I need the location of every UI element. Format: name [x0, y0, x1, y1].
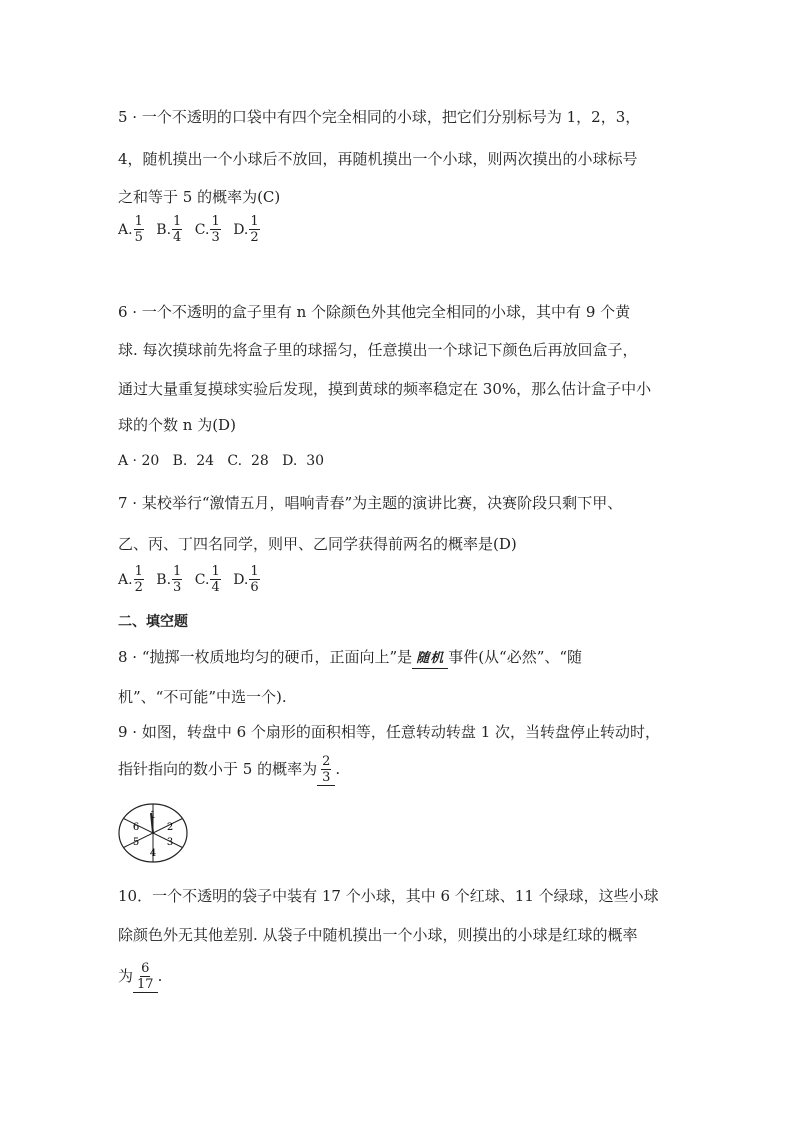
q9-line-1: 9 · 如图，转盘中 6 个扇形的面积相等，任意转动转盘 1 次，当转盘停止转动时， [118, 723, 661, 741]
q5-line-3: 之和等于 5 的概率为(C) [118, 188, 281, 206]
q10-line-1: 10．一个不透明的袋子中装有 17 个小球，其中 6 个红球、11 个绿球，这些小球 [118, 887, 659, 905]
q6-options: A · 20 B. 24 C. 28 D. 30 [118, 453, 325, 469]
q7-line-2: 乙、丙、丁四名同学，则甲、乙同学获得前两名的概率是(D) [118, 535, 517, 553]
q5-line-1: 5 · 一个不透明的口袋中有四个完全相同的小球，把它们分别标号为 1，2，3， [118, 108, 641, 126]
q6-line-4: 球的个数 n 为(D) [118, 416, 236, 434]
fraction: $\frac{1}{3}$ [211, 214, 220, 245]
fraction: $\frac{1}{6}$ [250, 564, 259, 595]
q8-answer: 随机 [412, 650, 448, 669]
q9-answer: $\frac{2}{3}$ [317, 754, 335, 786]
q5-option-b: B. $\frac{1}{4}$ [156, 214, 182, 245]
sector-label: 4 [149, 848, 157, 859]
fraction: $\frac{1}{2}$ [134, 564, 143, 595]
section-heading: 二、填空题 [118, 614, 188, 630]
q7-line-1: 7 · 某校举行“激情五月，唱响青春”为主题的演讲比赛，决赛阶段只剩下甲、 [118, 494, 623, 512]
q10-answer: $\frac{6}{17}$ [133, 961, 158, 993]
q5-line-2: 4，随机摸出一个小球后不放回，再随机摸出一个小球，则两次摸出的小球标号 [118, 150, 638, 168]
q5-option-c: C. $\frac{1}{3}$ [194, 214, 220, 245]
q10-line-3: 为 $\frac{6}{17}$ . [118, 961, 163, 992]
q7-option-b: B. $\frac{1}{3}$ [156, 564, 182, 595]
q5-option-d: D. $\frac{1}{2}$ [233, 214, 259, 245]
q5-option-a: A. $\frac{1}{5}$ [118, 214, 143, 245]
q8-line-2: 机”、“不可能”中选一个). [118, 688, 287, 706]
spinner-figure [117, 802, 191, 864]
q7-option-c: C. $\frac{1}{4}$ [194, 564, 220, 595]
fraction: $\frac{1}{3}$ [173, 564, 182, 595]
sector-label: 5 [132, 837, 140, 848]
q7-options [118, 564, 268, 604]
fraction: $\frac{1}{5}$ [134, 214, 143, 245]
fraction: $\frac{1}{2}$ [250, 214, 259, 245]
sector-label: 2 [166, 822, 174, 833]
q6-line-1: 6 · 一个不透明的盒子里有 n 个除颜色外其他完全相同的小球，其中有 9 个黄 [118, 303, 631, 321]
q5-options [118, 214, 268, 254]
fraction: $\frac{1}{4}$ [173, 214, 182, 245]
q7-option-d: D. $\frac{1}{6}$ [233, 564, 259, 595]
sector-label: 3 [166, 837, 174, 848]
q6-line-2: 球. 每次摸球前先将盒子里的球摇匀，任意摸出一个球记下颜色后再放回盒子， [118, 341, 638, 359]
q7-option-a: A. $\frac{1}{2}$ [118, 564, 143, 595]
sector-label: 1 [149, 810, 157, 821]
q8-line-1: 8 · “抛掷一枚质地均匀的硬币，正面向上”是 随机 事件(从“必然”、“随 [118, 648, 582, 669]
sector-label: 6 [132, 822, 140, 833]
q10-line-2: 除颜色外无其他差别. 从袋子中随机摸出一个小球，则摸出的小球是红球的概率 [118, 926, 638, 944]
fraction: $\frac{1}{4}$ [211, 564, 220, 595]
q6-line-3: 通过大量重复摸球实验后发现，摸到黄球的频率稳定在 30%，那么估计盒子中小 [118, 380, 652, 398]
q9-line-2: 指针指向的数小于 5 的概率为 $\frac{2}{3}$ . [118, 754, 341, 785]
